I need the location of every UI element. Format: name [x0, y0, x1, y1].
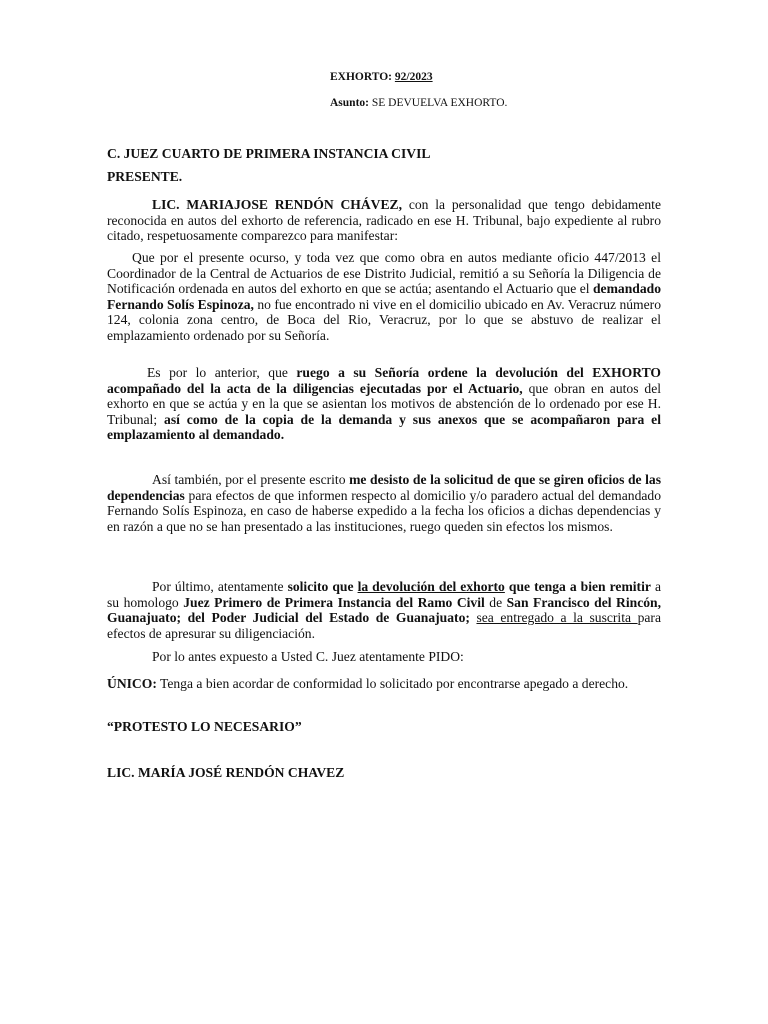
p1-bold: LIC. MARIAJOSE RENDÓN CHÁVEZ, — [152, 197, 403, 212]
p5-text-2: a su homologo — [107, 579, 661, 610]
paragraph-6: Por lo antes expuesto a Usted C. Juez atentamente PIDO: — [152, 649, 464, 664]
recipient-line-2: PRESENTE. — [107, 169, 183, 184]
p7-text: Tenga a bien acordar de conformidad lo solicitado por encontrarse apegado a derecho. — [156, 676, 629, 691]
p3-text-2: que obran en autos del exhorto en que se actúa y en la que se asientan los motivos de abstención de lo ordenado por ese H. Tribunal; — [107, 380, 661, 427]
exhorto-number: 92/2023 — [394, 71, 433, 83]
exhorto-label: EXHORTO: — [330, 71, 393, 83]
closing-phrase: “PROTESTO LO NECESARIO” — [107, 719, 302, 734]
paragraph-2 — [107, 250, 661, 344]
p7-bold: ÚNICO: — [107, 676, 157, 691]
p3-text-1: Es por lo anterior, que — [147, 365, 297, 380]
paragraph-1 — [107, 197, 661, 244]
p5-bold-3: Juez Primero de Primera Instancia del Ramo Civil — [183, 594, 485, 610]
asunto-text: SE DEVUELVA EXHORTO. — [371, 97, 508, 109]
p2-bold: demandado Fernando Solís Espinoza, — [107, 281, 661, 312]
p1-text: con la personalidad que tengo debidamente reconocida en autos del exhorto de referencia, radicado en ese H. Tribunal, bajo expediente al rubro citado, respetuosamente comparezco para manifestar: — [107, 197, 661, 244]
p5-underline: sea entregado a la suscrita — [476, 610, 638, 626]
p5-bold-2: que tenga a bien remitir — [504, 579, 651, 594]
asunto-line — [330, 96, 507, 112]
p5-bold-1: solicito que — [287, 579, 358, 594]
paragraph-7 — [107, 676, 661, 692]
p5-bold-underline: la devolución del exhorto — [357, 579, 505, 594]
paragraph-3 — [107, 365, 661, 443]
paragraph-5 — [107, 579, 661, 641]
p4-text-2: para efectos de que informen respecto al domicilio y/o paradero actual del demandado Fernando Solís Espinoza, en caso de haberse expedido a la fecha los oficios a dichas dependencias y en razón a que no se han presentado a las instituciones, ruego queden sin efectos los mismos. — [107, 487, 661, 534]
p5-bold-4: San Francisco del Rincón, Guanajuato; del Poder Judicial del Estado de Guanajuato; — [107, 594, 661, 626]
recipient-line-1: C. JUEZ CUARTO DE PRIMERA INSTANCIA CIVIL — [107, 146, 431, 161]
p2-text-1: Que por el presente ocurso, y toda vez que como obra en autos mediante oficio 447/2013 el Coordinador de la Central de Actuarios de ese Distrito Judicial, remitió a su Señoría la Diligencia de Notificación ordenada en autos del exhorto en que se actúa; asentando el Actuario que el — [107, 250, 661, 297]
p2-text-2: no fue encontrado ni vive en el domicilio ubicado en Av. Veracruz número 124, colonia zona centro, de Boca del Rio, Veracruz, por lo que se abstuvo de realizar el emplazamiento ordenado por su Señoría. — [107, 296, 661, 343]
p5-text-5: para efectos de apresurar su diligenciación. — [107, 610, 661, 641]
p3-bold-2: así como de la copia de la demanda y sus anexos que se acompañaron para el emplazamiento al demandado. — [107, 411, 661, 443]
p3-bold-1: ruego a su Señoría ordene la devolución del EXHORTO acompañado del la acta de la diligencias ejecutadas por el Actuario, — [107, 365, 661, 396]
signature-name: LIC. MARÍA JOSÉ RENDÓN CHAVEZ — [107, 765, 345, 780]
p4-bold: me desisto de la solicitud de que se giren oficios de las dependencias — [107, 472, 661, 503]
paragraph-4 — [107, 472, 661, 534]
p4-text-1: Así también, por el presente escrito — [152, 472, 350, 487]
p5-text-3: de — [484, 594, 507, 610]
exhorto-line — [330, 70, 433, 86]
p5-text-1: Por último, atentamente — [152, 579, 288, 594]
asunto-label: Asunto: — [330, 97, 369, 109]
